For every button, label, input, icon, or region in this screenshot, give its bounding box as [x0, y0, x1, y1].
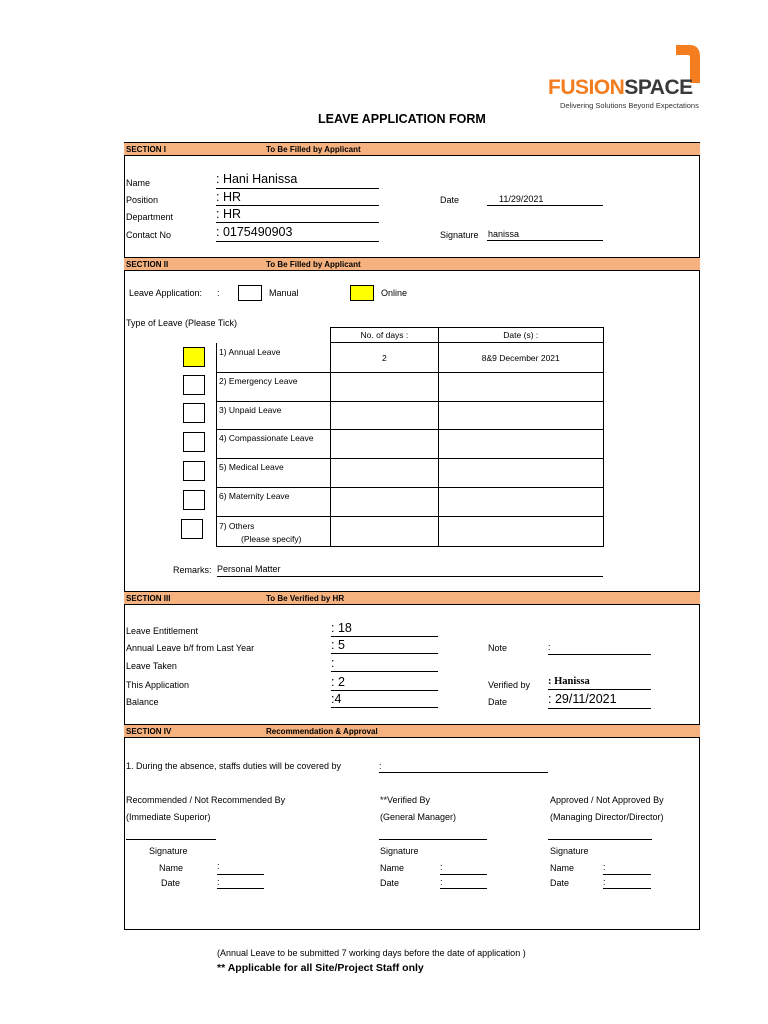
col2-date-field[interactable]: : — [440, 877, 487, 889]
leave-type-label: 1) Annual Leave — [217, 343, 331, 373]
table-row — [217, 517, 604, 547]
maternity-leave-checkbox[interactable] — [183, 490, 205, 510]
table-row — [217, 459, 604, 488]
table-row — [217, 402, 604, 430]
days-cell[interactable] — [331, 430, 438, 459]
remarks-label: Remarks: — [173, 565, 212, 575]
verified-by-field[interactable]: : Hanissa — [548, 676, 651, 690]
section-3-heading: To Be Verified by HR — [266, 594, 345, 603]
others-label: 7) Others — [219, 521, 255, 531]
footer-applicable-text: Applicable for all Site/Project Staff only — [227, 962, 424, 974]
col3-signature-label: Signature — [550, 846, 589, 856]
col2-sub: (General Manager) — [380, 812, 457, 822]
entitlement-field[interactable]: : 18 — [331, 621, 438, 637]
position-label: Position — [126, 195, 159, 205]
note-field[interactable]: : — [548, 642, 651, 655]
date-field[interactable]: 11/29/2021 — [487, 194, 603, 206]
verified-by-label: Verified by — [488, 680, 531, 690]
table-row — [217, 373, 604, 402]
this-application-field[interactable]: : 2 — [331, 675, 438, 691]
dates-column-header: Date (s) : — [438, 328, 603, 343]
dates-cell[interactable] — [438, 402, 603, 430]
manual-checkbox[interactable] — [238, 285, 262, 301]
online-checkbox[interactable] — [350, 285, 374, 301]
leave-application-colon: : — [217, 288, 220, 298]
date-label: Date — [440, 195, 460, 205]
col2-name-label: Name — [380, 863, 405, 873]
emergency-leave-checkbox[interactable] — [183, 375, 205, 395]
department-field[interactable]: : HR — [216, 207, 379, 223]
others-leave-checkbox[interactable] — [181, 519, 203, 539]
dates-cell[interactable]: 8&9 December 2021 — [438, 343, 603, 373]
col1-name-label: Name — [159, 863, 184, 873]
col3-date-field[interactable]: : — [603, 877, 651, 889]
hr-date-field[interactable]: : 29/11/2021 — [548, 692, 651, 709]
section-1-header — [124, 142, 700, 156]
section-1-heading: To Be Filled by Applicant — [266, 145, 361, 154]
col1-sub: (Immediate Superior) — [126, 812, 211, 822]
table-row — [217, 430, 604, 459]
col3-name-label: Name — [550, 863, 575, 873]
section-1-label: SECTION I — [126, 145, 167, 154]
col1-date-label: Date — [161, 878, 181, 888]
remarks-field[interactable]: Personal Matter — [217, 564, 603, 577]
section-4-heading: Recommendation & Approval — [266, 727, 378, 736]
col2-date-label: Date — [380, 878, 400, 888]
col3-sub: (Managing Director/Director) — [550, 812, 664, 822]
col3-name-field[interactable]: : — [603, 862, 651, 875]
section-2-header — [124, 257, 700, 271]
balance-label: Balance — [126, 697, 159, 707]
leave-type-label: 3) Unpaid Leave — [217, 402, 331, 430]
footer-applicable — [217, 962, 424, 974]
entitlement-label: Leave Entitlement — [126, 626, 199, 636]
compassionate-leave-checkbox[interactable] — [183, 432, 205, 452]
col1-signature-line[interactable] — [126, 838, 216, 840]
logo-tagline: Delivering Solutions Beyond Expectations — [560, 101, 699, 110]
col2-signature-label: Signature — [380, 846, 419, 856]
signature-label: Signature — [440, 230, 479, 240]
days-cell[interactable] — [331, 373, 438, 402]
hr-date-label: Date — [488, 697, 508, 707]
logo-wordmark: FUSION — [548, 76, 625, 99]
col1-title: Recommended / Not Recommended By — [126, 795, 286, 805]
days-cell[interactable] — [331, 459, 438, 488]
section-4-header — [124, 724, 700, 738]
days-cell[interactable]: 2 — [331, 343, 438, 373]
dates-cell[interactable] — [438, 430, 603, 459]
col3-date-label: Date — [550, 878, 570, 888]
section-3-header — [124, 591, 700, 605]
leave-type-label: 4) Compassionate Leave — [217, 430, 331, 459]
col2-title: **Verified By — [380, 795, 431, 805]
bf-label: Annual Leave b/f from Last Year — [126, 643, 255, 653]
section-4-label: SECTION IV — [126, 727, 172, 736]
type-of-leave-label: Type of Leave (Please Tick) — [126, 318, 238, 328]
col2-name-field[interactable]: : — [440, 862, 487, 875]
others-sub-label: (Please specify) — [241, 534, 302, 544]
leave-application-label: Leave Application: — [129, 288, 203, 298]
col1-name-field[interactable]: : — [217, 861, 264, 875]
dates-cell[interactable] — [438, 459, 603, 488]
name-field[interactable]: : Hani Hanissa — [216, 172, 379, 189]
days-column-header: No. of days : — [331, 328, 438, 343]
unpaid-leave-checkbox[interactable] — [183, 403, 205, 423]
this-application-label: This Application — [126, 680, 190, 690]
section-3-label: SECTION III — [126, 594, 171, 603]
section-2-label: SECTION II — [126, 260, 169, 269]
contact-label: Contact No — [126, 230, 172, 240]
duties-field[interactable]: : — [379, 761, 548, 773]
leave-type-label: 2) Emergency Leave — [217, 373, 331, 402]
dates-cell[interactable] — [438, 517, 603, 547]
col2-signature-line[interactable] — [379, 838, 487, 840]
note-label: Note — [488, 643, 508, 653]
section-2-heading: To Be Filled by Applicant — [266, 260, 361, 269]
col3-title: Approved / Not Approved By — [550, 795, 664, 805]
days-cell[interactable] — [331, 488, 438, 517]
taken-label: Leave Taken — [126, 661, 177, 671]
footer-stars: ** — [217, 962, 228, 974]
annual-leave-checkbox[interactable] — [183, 347, 205, 367]
col3-signature-line[interactable] — [548, 838, 652, 840]
manual-label: Manual — [269, 288, 299, 298]
footer-note: (Annual Leave to be submitted 7 working days before the date of application ) — [217, 948, 526, 958]
name-label: Name — [126, 178, 151, 188]
contact-field[interactable]: : 0175490903 — [216, 225, 379, 242]
balance-field[interactable]: :4 — [331, 692, 438, 708]
leave-type-label: 5) Medical Leave — [217, 459, 331, 488]
page-title: LEAVE APPLICATION FORM — [318, 112, 486, 126]
position-field[interactable]: : HR — [216, 190, 379, 206]
col1-signature-label: Signature — [149, 846, 188, 856]
leave-type-table — [216, 327, 604, 547]
dates-cell[interactable] — [438, 488, 603, 517]
taken-field[interactable]: : — [331, 656, 438, 672]
leave-type-label: 6) Maternity Leave — [217, 488, 331, 517]
online-label: Online — [381, 288, 408, 298]
days-cell[interactable] — [331, 517, 438, 547]
duties-label: 1. During the absence, staffs duties will be covered by — [126, 761, 341, 771]
table-row — [217, 343, 604, 373]
leave-type-label — [217, 517, 331, 547]
signature-field[interactable]: hanissa — [487, 229, 603, 241]
medical-leave-checkbox[interactable] — [183, 461, 205, 481]
col1-date-field[interactable]: : — [217, 877, 264, 889]
days-cell[interactable] — [331, 402, 438, 430]
dates-cell[interactable] — [438, 373, 603, 402]
bf-field[interactable]: : 5 — [331, 638, 438, 654]
table-row — [217, 488, 604, 517]
department-label: Department — [126, 212, 174, 222]
